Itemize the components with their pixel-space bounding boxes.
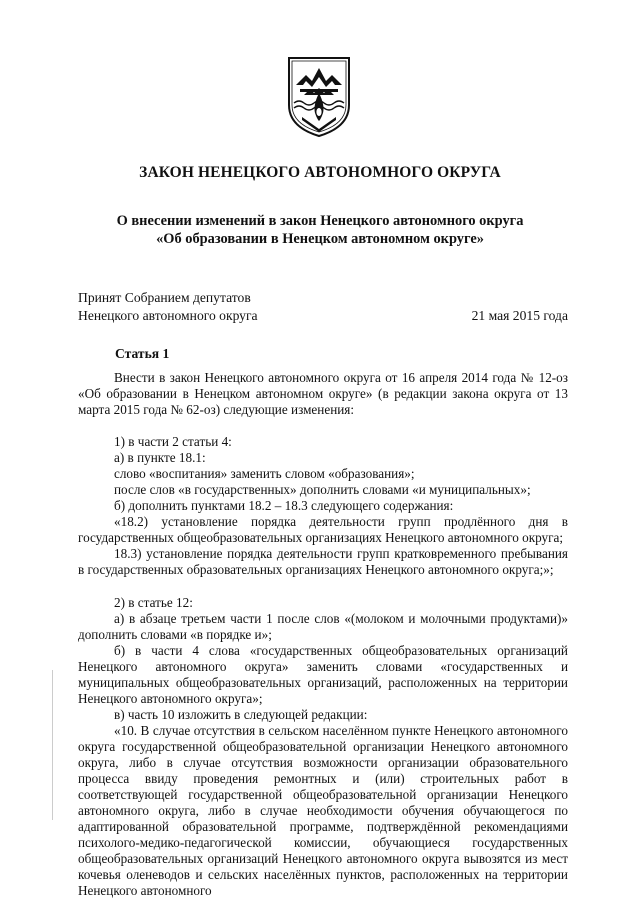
adopted-by-line: Ненецкого автономного округа (78, 308, 258, 323)
paragraph: «18.2) установление порядка деятельности групп продлённого дня в государственных общеобразовательных организациях Ненецкого автономного округа; (78, 514, 568, 545)
document-title: ЗАКОН НЕНЕЦКОГО АВТОНОМНОГО ОКРУГА (139, 164, 501, 181)
paragraph: а) в абзаце третьем части 1 после слов «(молоком и молочными продуктами)» дополнить словами «в порядке и»; (78, 611, 568, 642)
paragraph: 2) в статье 12: (114, 595, 193, 610)
coat-of-arms-icon (286, 55, 352, 139)
paragraph: 18.3) установление порядка деятельности групп кратковременного пребывания в государственных образовательных организациях Ненецкого автономного округа;»; (78, 546, 568, 577)
paragraph: Внести в закон Ненецкого автономного округа от 16 апреля 2014 года № 12-оз «Об образовании в Ненецком автономном округе» (в редакции закона округа от 13 марта 2015 года № 62-оз) следующие изменения: (78, 370, 568, 417)
margin-line (52, 670, 53, 820)
paragraph: «10. В случае отсутствия в сельском населённом пункте Ненецкого автономного округа государственной общеобразовательной организации Ненецкого автономного округа, либо в случае отсутствия возможности организации образовательного процесса ввиду проведения ремонтных и (или) строительных работ в соответствующей государственной общеобразовательной организации Ненецкого автономного округа, либо в случае необходимости обучения обучающегося по адаптированной образовательной программе, подтверждённой рекомендациями психолого-медико-педагогической комиссии, обучающиеся государственных общеобразовательных организаций Ненецкого автономного округа вывозятся из мест кочевья оленеводов и сельских населённых пунктов, расположенных на территории Ненецкого автономного (78, 723, 568, 898)
document-subtitle (60, 212, 580, 248)
adopted-by-line: Принят Собранием депутатов (78, 290, 251, 305)
paragraph: б) в части 4 слова «государственных общеобразовательных организаций Ненецкого автономного округа» заменить словами «государственных и муниципальных общеобразовательных организаций, расположенных на территории Ненецкого автономного округа»; (78, 643, 568, 706)
paragraph: 1) в части 2 статьи 4: (114, 434, 232, 449)
paragraph: после слов «в государственных» дополнить словами «и муниципальных»; (114, 482, 531, 497)
document-body (78, 370, 568, 899)
subtitle-line: «Об образовании в Ненецком автономном округе» (156, 231, 484, 247)
paragraph: б) дополнить пунктами 18.2 – 18.3 следующего содержания: (114, 498, 454, 513)
paragraph: а) в пункте 18.1: (114, 450, 206, 465)
article-heading: Статья 1 (115, 346, 170, 361)
paragraph: в) часть 10 изложить в следующей редакции: (114, 707, 368, 722)
adoption-date: 21 мая 2015 года (471, 308, 568, 323)
paragraph: слово «воспитания» заменить словом «образования»; (114, 466, 415, 481)
adopted-by (78, 289, 258, 325)
subtitle-line: О внесении изменений в закон Ненецкого автономного округа (116, 213, 524, 229)
